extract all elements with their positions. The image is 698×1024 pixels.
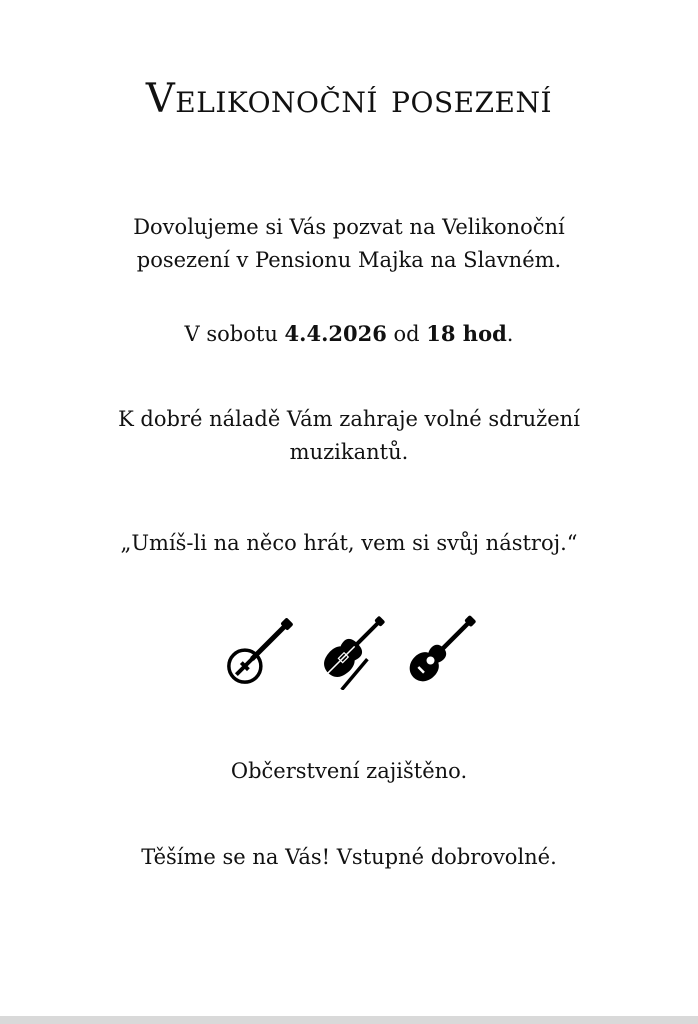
guitar-icon bbox=[402, 614, 476, 690]
instrument-icons bbox=[0, 614, 698, 690]
closing-text: Těšíme se na Vás! Vstupné dobrovolné. bbox=[141, 845, 557, 869]
date-middle: od bbox=[386, 322, 427, 346]
violin-icon bbox=[312, 614, 386, 690]
date-prefix: V sobotu bbox=[184, 322, 285, 346]
music-line-2: muzikantů. bbox=[289, 440, 409, 464]
banjo-icon bbox=[222, 614, 296, 690]
event-date: 4.4.2026 bbox=[284, 321, 387, 346]
invite-line-2: posezení v Pensionu Majka na Slavném. bbox=[136, 248, 562, 272]
music-text bbox=[40, 403, 658, 469]
date-line bbox=[40, 317, 658, 351]
music-line-1: K dobré náladě Vám zahraje volné sdružení bbox=[118, 407, 580, 431]
page-title: Velikonoční posezení bbox=[145, 76, 553, 122]
invitation-text bbox=[40, 211, 658, 277]
event-time: 18 hod bbox=[426, 321, 507, 346]
page-bottom-edge bbox=[0, 1016, 698, 1024]
invite-line-1: Dovolujeme si Vás pozvat na Velikonoční bbox=[133, 215, 565, 239]
quote: „Umíš-li na něco hrát, vem si svůj nástroj.“ bbox=[120, 531, 578, 555]
refreshments-text: Občerstvení zajištěno. bbox=[230, 759, 468, 783]
date-suffix: . bbox=[506, 322, 514, 346]
